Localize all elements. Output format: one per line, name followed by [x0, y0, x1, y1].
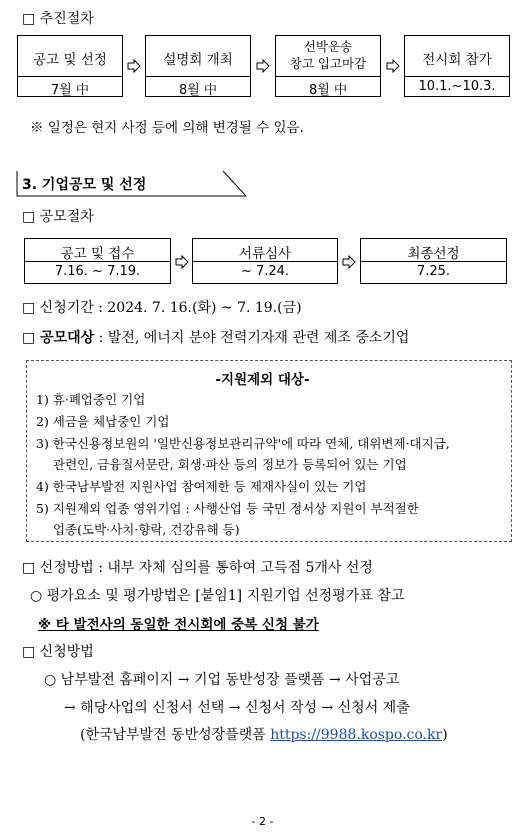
- step-title: 전시회 참가: [422, 52, 492, 68]
- step-box-3: [275, 35, 381, 97]
- apply-step-line-1: ○ 남부발전 홈페이지 → 기업 동반성장 플랫폼 → 사업공고: [44, 672, 400, 688]
- step-title-line1: 선박운송: [303, 39, 353, 54]
- exclusion-item: 1) 휴·폐업중인 기업: [36, 392, 146, 407]
- recruit-step-3: [360, 238, 507, 284]
- arrow-right-icon: [256, 59, 270, 73]
- application-period: □ 신청기간 : 2024. 7. 16.(화) ~ 7. 19.(금): [22, 300, 302, 316]
- apply-step-line-2: → 해당사업의 신청서 선택 → 신청서 작성 → 신청서 제출: [64, 700, 410, 716]
- apply-heading: □ 신청방법: [22, 644, 94, 660]
- step-title: 공고 및 접수: [60, 246, 135, 262]
- target-line: [22, 327, 409, 347]
- platform-link[interactable]: https://9988.kospo.co.kr: [270, 727, 443, 743]
- recruit-procedure-heading: □ 공모절차: [22, 209, 94, 225]
- step-title: 공고 및 선정: [33, 52, 107, 68]
- arrow-right-icon: [175, 255, 189, 269]
- step-title: 최종선정: [407, 246, 460, 262]
- apply-platform-line: [80, 724, 448, 744]
- arrow-right-icon: [342, 255, 356, 269]
- step-title: 설명회 개최: [163, 52, 233, 68]
- selection-method: □ 선정방법 : 내부 자체 심의를 통하여 고득점 5개사 선정: [22, 560, 373, 576]
- step-box-4: [404, 35, 510, 97]
- exclusion-item: 2) 세금을 체납중인 기업: [36, 414, 170, 429]
- step-title-line2: 창고 입고마감: [289, 56, 367, 71]
- step-date: 7월 中: [51, 83, 89, 98]
- step-date: 8월 中: [179, 83, 217, 98]
- step-date: 7.25.: [416, 264, 451, 279]
- section-title-frame: [16, 168, 248, 198]
- duplicate-warning: ※ 타 발전사의 동일한 전시회에 중복 신청 불가: [38, 617, 319, 633]
- arrow-right-icon: [386, 59, 400, 73]
- exclusion-item: 업종(도박·사치·향락, 건강유해 등): [53, 522, 240, 537]
- step-date: 7.16. ~ 7.19.: [54, 264, 141, 279]
- procedure-heading: □ 추진절차: [22, 11, 94, 27]
- evaluation-note: ○ 평가요소 및 평가방법은 [붙임1] 지원기업 선정평가표 참고: [30, 588, 405, 604]
- exclusion-item: 4) 한국남부발전 지원사업 참여제한 등 제재사실이 있는 기업: [36, 479, 367, 494]
- step-box-1: [17, 35, 123, 97]
- step-date: 8월 中: [309, 83, 347, 98]
- recruit-step-2: [192, 238, 338, 284]
- exclusion-item: 5) 지원제외 업종 영위기업 : 사행산업 등 국민 정서상 지원이 부적절한: [36, 501, 419, 516]
- exclusion-item: 3) 한국신용정보원의 '일반신용정보관리규약'에 따라 연체, 대위변제·대지급,: [36, 436, 450, 451]
- apply-platform-prefix: (한국남부발전 동반성장플랫폼: [80, 727, 271, 743]
- recruit-step-1: [24, 238, 171, 284]
- step-title: 서류심사: [238, 246, 292, 262]
- step-date: ~ 7.24.: [240, 264, 290, 279]
- schedule-note: ※ 일정은 현지 사정 등에 의해 변경될 수 있음.: [30, 120, 304, 136]
- page-number: - 2 -: [251, 815, 274, 828]
- exclusion-item: 관련인, 금융질서문란, 회생·파산 등의 정보가 등록되어 있는 기업: [53, 457, 407, 472]
- apply-platform-suffix: ): [442, 727, 448, 743]
- target-text: : 발전, 에너지 분야 전력기자재 관련 제조 중소기업: [94, 330, 410, 346]
- step-date: 10.1.~10.3.: [418, 79, 496, 94]
- section-title: 3. 기업공모 및 선정: [22, 177, 147, 193]
- arrow-right-icon: [127, 59, 141, 73]
- exclusion-title: -지원제외 대상-: [215, 372, 310, 388]
- step-box-2: [145, 35, 251, 97]
- target-label: □ 공모대상: [22, 330, 95, 346]
